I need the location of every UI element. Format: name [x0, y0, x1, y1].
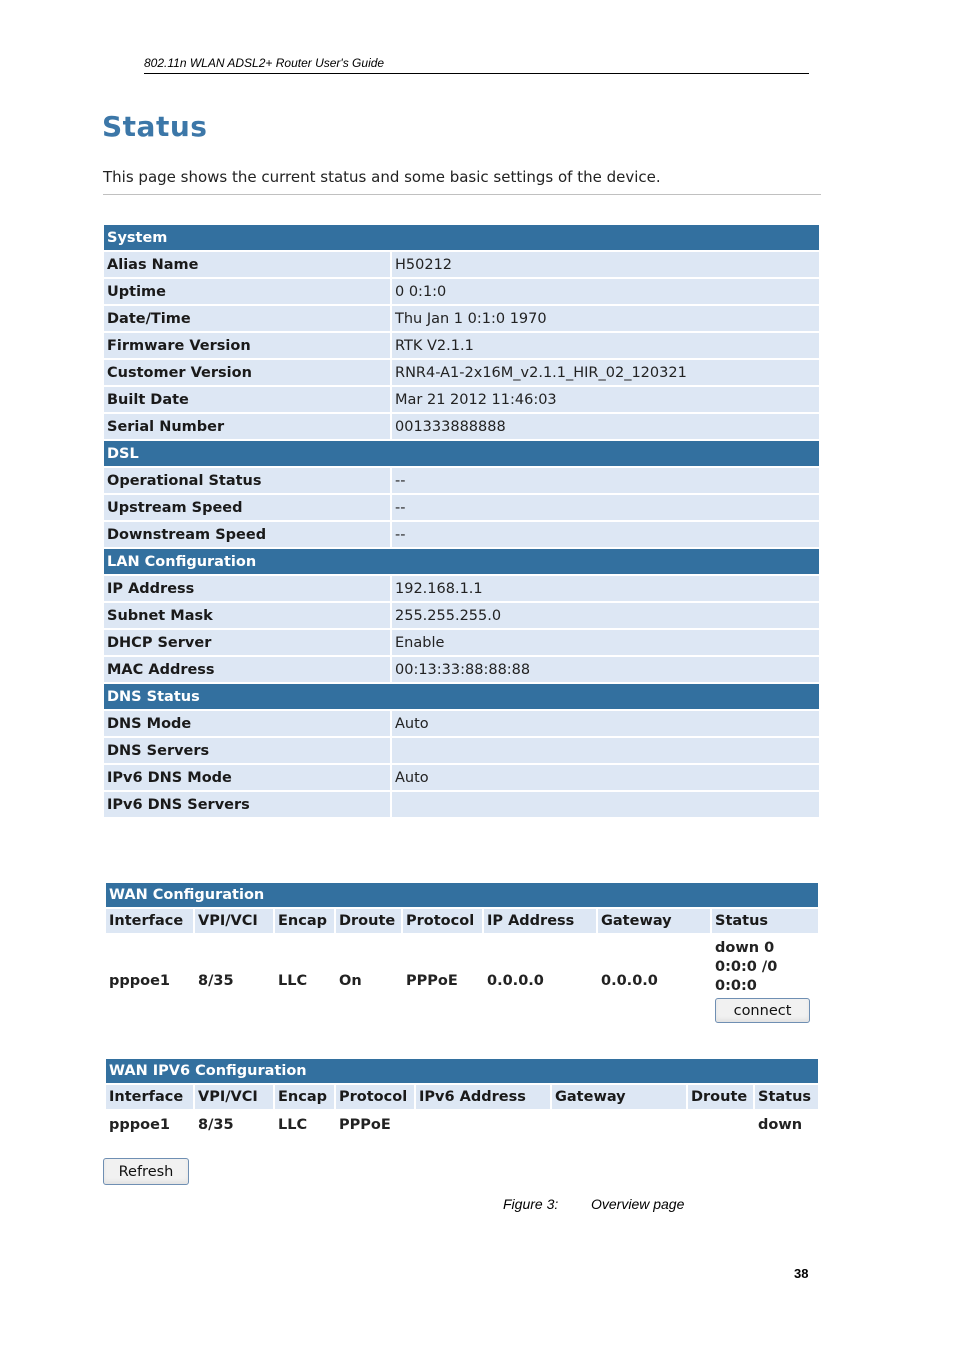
- table-row: [104, 333, 819, 358]
- wan6-ipv6-address: [416, 1111, 550, 1139]
- row-label: Downstream Speed: [104, 522, 390, 547]
- wan6-vpivci: 8/35: [195, 1111, 273, 1139]
- table-row: [104, 468, 819, 493]
- table-row: [104, 657, 819, 682]
- wan6-protocol: PPPoE: [336, 1111, 414, 1139]
- figure-label: Figure 3:: [503, 1196, 559, 1212]
- section-title: DNS Status: [104, 684, 819, 709]
- row-value: 0 0:1:0: [392, 279, 819, 304]
- wan-droute: On: [336, 935, 401, 1027]
- wan6-interface: pppoe1: [106, 1111, 193, 1139]
- section-header-wan: [106, 883, 818, 907]
- row-label: Serial Number: [104, 414, 390, 439]
- row-value: H50212: [392, 252, 819, 277]
- status-table: [102, 223, 821, 819]
- wan-vpivci: 8/35: [195, 935, 273, 1027]
- wan6-encap: LLC: [275, 1111, 334, 1139]
- column-header: Protocol: [403, 909, 482, 933]
- wan-protocol: PPPoE: [403, 935, 482, 1027]
- row-label: Customer Version: [104, 360, 390, 385]
- row-value: 001333888888: [392, 414, 819, 439]
- column-header: Gateway: [598, 909, 710, 933]
- column-header: Encap: [275, 909, 334, 933]
- section-header-wan6: [106, 1059, 818, 1083]
- section-title: WAN IPV6 Configuration: [106, 1059, 818, 1083]
- table-row: [104, 522, 819, 547]
- row-value: 192.168.1.1: [392, 576, 819, 601]
- table-row: [104, 603, 819, 628]
- row-label: Built Date: [104, 387, 390, 412]
- figure-title: Overview page: [591, 1196, 685, 1212]
- table-row: [104, 738, 819, 763]
- section-title: LAN Configuration: [104, 549, 819, 574]
- connect-button[interactable]: connect: [715, 998, 810, 1023]
- wan-encap: LLC: [275, 935, 334, 1027]
- status-line: 0:0:0: [715, 978, 757, 994]
- column-header: Encap: [275, 1085, 334, 1109]
- table-row: [104, 414, 819, 439]
- row-label: Firmware Version: [104, 333, 390, 358]
- column-header: Interface: [106, 909, 193, 933]
- column-header: Droute: [336, 909, 401, 933]
- row-label: Alias Name: [104, 252, 390, 277]
- table-row: [104, 306, 819, 331]
- table-row: [104, 576, 819, 601]
- refresh-button[interactable]: Refresh: [103, 1158, 189, 1185]
- row-label: Subnet Mask: [104, 603, 390, 628]
- column-header: Droute: [688, 1085, 753, 1109]
- row-value: 255.255.255.0: [392, 603, 819, 628]
- column-header: VPI/VCI: [195, 1085, 273, 1109]
- page-description: This page shows the current status and some basic settings of the device.: [103, 168, 821, 195]
- table-row: [104, 279, 819, 304]
- column-header: Gateway: [552, 1085, 686, 1109]
- column-header: Status: [755, 1085, 818, 1109]
- row-value: RTK V2.1.1: [392, 333, 819, 358]
- column-header: Protocol: [336, 1085, 414, 1109]
- table-row: [104, 711, 819, 736]
- table-row: [104, 792, 819, 817]
- wan-interface: pppoe1: [106, 935, 193, 1027]
- row-value: --: [392, 495, 819, 520]
- wan-ipv6-configuration-table: [104, 1057, 820, 1141]
- column-header: Interface: [106, 1085, 193, 1109]
- row-label: DNS Mode: [104, 711, 390, 736]
- row-value: --: [392, 468, 819, 493]
- row-value: 00:13:33:88:88:88: [392, 657, 819, 682]
- row-label: MAC Address: [104, 657, 390, 682]
- row-value: [392, 738, 819, 763]
- row-value: --: [392, 522, 819, 547]
- wan-configuration-table: [104, 881, 820, 1029]
- row-label: IPv6 DNS Servers: [104, 792, 390, 817]
- wan-status: [715, 939, 815, 996]
- table-row: [104, 495, 819, 520]
- row-value: Mar 21 2012 11:46:03: [392, 387, 819, 412]
- column-header: VPI/VCI: [195, 909, 273, 933]
- section-title: WAN Configuration: [106, 883, 818, 907]
- table-row: [106, 1111, 818, 1139]
- row-label: DHCP Server: [104, 630, 390, 655]
- row-label: Operational Status: [104, 468, 390, 493]
- section-title: System: [104, 225, 819, 250]
- row-value: RNR4-A1-2x16M_v2.1.1_HIR_02_120321: [392, 360, 819, 385]
- table-row: [104, 630, 819, 655]
- document-header: 802.11n WLAN ADSL2+ Router User's Guide: [144, 56, 809, 74]
- column-header-row: [106, 909, 818, 933]
- row-value: [392, 792, 819, 817]
- wan-ip-address: 0.0.0.0: [484, 935, 596, 1027]
- status-line: down 0: [715, 940, 775, 956]
- row-value: Thu Jan 1 0:1:0 1970: [392, 306, 819, 331]
- wan6-droute: [688, 1111, 753, 1139]
- column-header: Status: [712, 909, 818, 933]
- row-label: Date/Time: [104, 306, 390, 331]
- section-header-lan: [104, 549, 819, 574]
- row-value: Auto: [392, 711, 819, 736]
- column-header: IPv6 Address: [416, 1085, 550, 1109]
- table-row: [106, 935, 818, 1027]
- table-row: [104, 360, 819, 385]
- row-label: Upstream Speed: [104, 495, 390, 520]
- row-label: IP Address: [104, 576, 390, 601]
- row-value: Auto: [392, 765, 819, 790]
- row-label: IPv6 DNS Mode: [104, 765, 390, 790]
- table-row: [104, 252, 819, 277]
- status-line: 0:0:0 /0: [715, 959, 778, 975]
- section-header-dsl: [104, 441, 819, 466]
- wan6-gateway: [552, 1111, 686, 1139]
- wan-gateway: 0.0.0.0: [598, 935, 710, 1027]
- table-row: [104, 765, 819, 790]
- section-header-system: [104, 225, 819, 250]
- row-label: DNS Servers: [104, 738, 390, 763]
- column-header: IP Address: [484, 909, 596, 933]
- row-value: Enable: [392, 630, 819, 655]
- section-title: DSL: [104, 441, 819, 466]
- table-row: [104, 387, 819, 412]
- row-label: Uptime: [104, 279, 390, 304]
- wan6-status: down: [755, 1111, 818, 1139]
- wan-status-cell: [712, 935, 818, 1027]
- page-title: Status: [102, 110, 208, 143]
- column-header-row: [106, 1085, 818, 1109]
- section-header-dns: [104, 684, 819, 709]
- page-number: 38: [794, 1266, 809, 1281]
